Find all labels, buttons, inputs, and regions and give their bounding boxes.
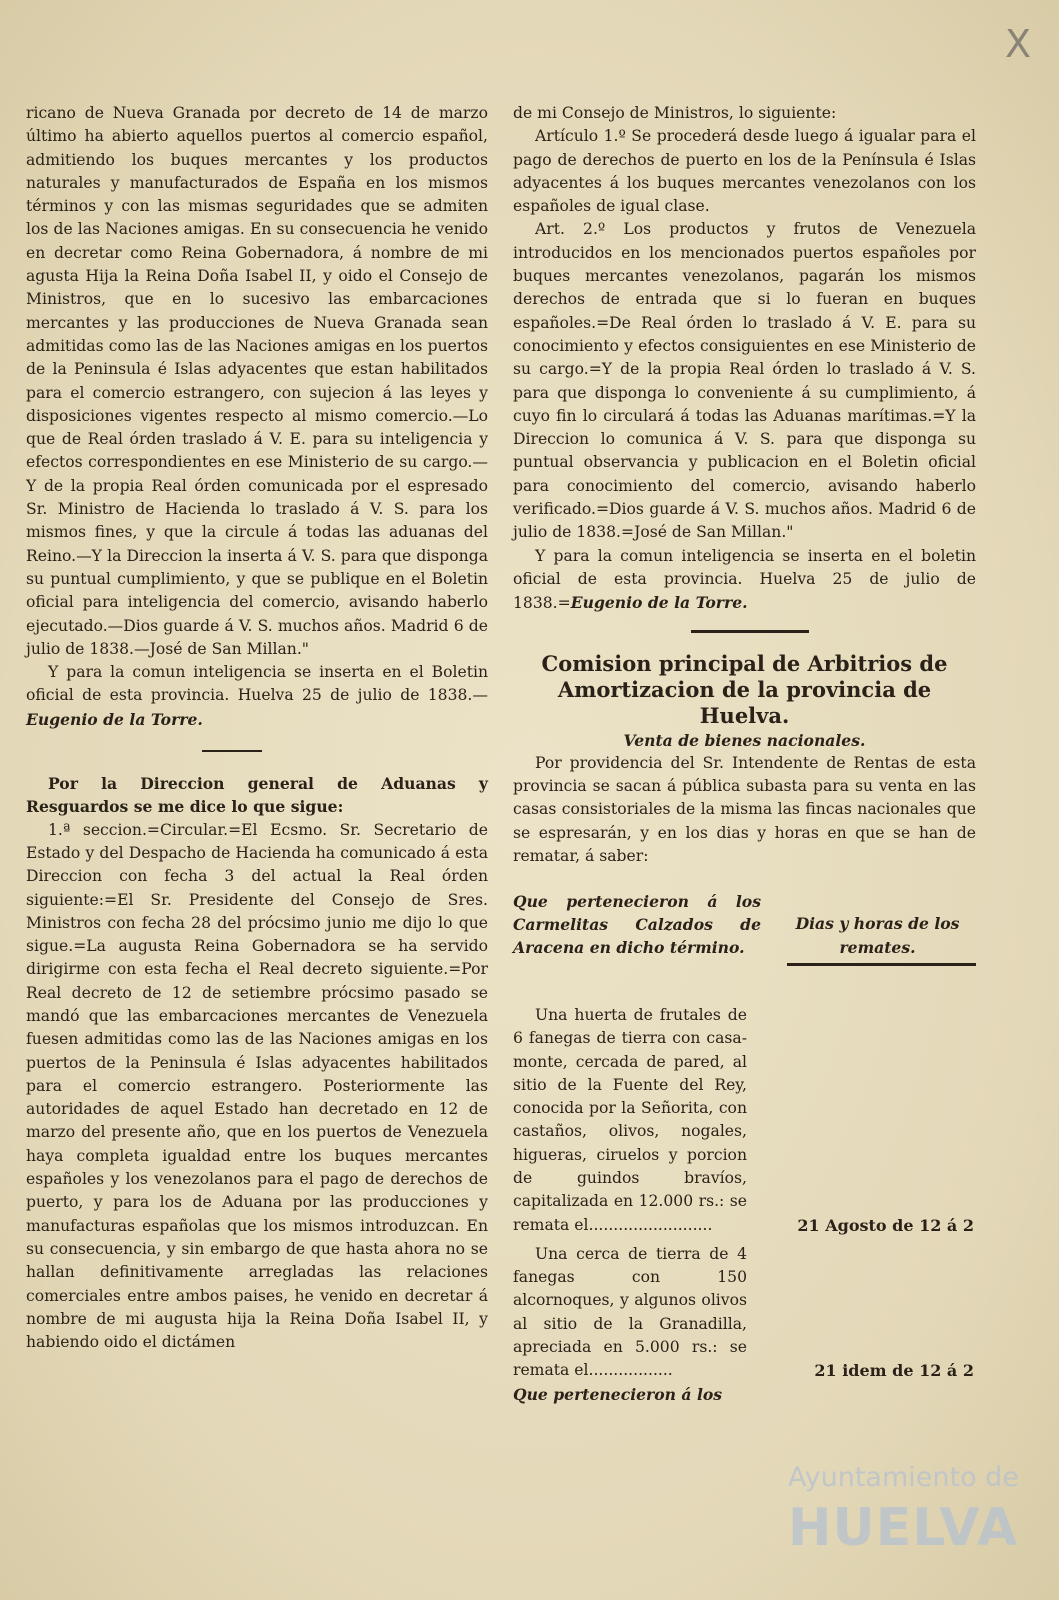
right-paragraph-4-text: Y para la comun inteligencia se inserta en el boletin oficial de esta provincia. Huelva 25 de julio de 1838.= — [513, 546, 976, 613]
table-head-owners: Que pertenecieron á los Carmelitas Calzados de Aracena en dicho término. — [513, 892, 761, 958]
left-paragraph-3: Por la Direccion general de Aduanas y Resguardos se me dice lo que sigue: — [26, 774, 488, 817]
section-divider-thick — [691, 630, 809, 633]
lot-description: Una cerca de tierra de 4 fanegas con 150 alcornoques, y algunos olivos al sitio de la Granadilla, apreciada en 5.000 rs.: se remata el................. — [513, 1244, 747, 1380]
left-paragraph-4: 1.ª seccion.=Circular.=El Ecsmo. Sr. Secretario de Estado y del Despacho de Hacienda ha comunicado á esta Direccion con fecha 3 del actual la Real órden siguiente:=El Sr. Presidente del Consejo de Sres. Ministros con fecha 28 del prócsimo junio me dijo lo que sigue.=La augusta Reina Gobernadora se ha servido dirigirme con esta fecha el Real decreto siguiente.=Por Real decreto de 12 de setiembre prócsimo pasado se mandó que las embarcaciones mercantes de Venezuela fuesen admitidas como las de las Naciones amigas en los puertos de la Peninsula é Islas adyacentes habilitados para el comercio estrangero. Posteriormente las autoridades de aquel Estado han decretado en 12 de marzo del presente año, que en los puertos de Venezuela haya completa igualdad entre los buques mercantes españoles y los venezolanos para el pago de derechos de puerto, y para los de Aduana por las producciones y manufacturas españolas que los mismos introduzcan. En su consecuencia, y sin embargo de que hasta ahora no se hallan definitivamente arregladas las relaciones comerciales entre ambos paises, he venido en decretar á nombre de mi augusta hija la Reina Doña Isabel II, y habiendo oido el dictámen — [26, 820, 488, 1352]
left-paragraph-2 — [26, 661, 488, 732]
section-heading: Comision principal de Arbitrios de Amortizacion de la provincia de Huelva. — [541, 650, 948, 728]
left-paragraph-2-text: Y para la comun inteligencia se inserta en el Boletin oficial de esta provincia. Huelva 25 de julio de 1838.— — [26, 663, 488, 705]
right-column — [513, 102, 976, 1406]
right-paragraph-4 — [513, 545, 976, 616]
left-column — [26, 102, 488, 1354]
sale-table-header — [513, 890, 976, 966]
table-head-rule — [787, 963, 976, 966]
sale-intro: Por providencia del Sr. Intendente de Rentas de esta provincia se sacan á pública subasta para su venta en las casas consistoriales de la misma las fincas nacionales que se espresarán, y en los dias y horas en que se han de rematar, á saber: — [513, 753, 976, 866]
lot-row — [513, 1243, 976, 1383]
lot-description: Una huerta de frutales de 6 fanegas de tierra con casa-monte, cercada de pared, al sitio de la Fuente del Rey, conocida por la Señorita, con castaños, olivos, nogales, higueras, ciruelos y porcion de guindos bravíos, capitalizada en 12.000 rs.: se remata el......................... — [513, 1005, 747, 1234]
right-article-2: Art. 2.º Los productos y frutos de Venezuela introducidos en los mencionados puertos españoles por buques mercantes venezolanos, pagarán los mismos derechos de entrada que si lo fueran en buques españoles.=De Real órden lo traslado á V. E. para su conocimiento y efectos consiguientes en ese Ministerio de su cargo.=Y de la propia Real órden lo traslado á V. S. para que disponga lo conveniente á su cumplimiento, á cuyo fin lo circulará á todas las Aduanas marítimas.=Y la Direccion lo comunica á V. S. para que disponga su puntual observancia y publicacion en el Boletin oficial para conocimiento del comercio, avisando haberlo verificado.=Dios guarde á V. S. muchos años. Madrid 6 de julio de 1838.=José de San Millan." — [513, 220, 976, 542]
table-head-dates — [761, 890, 976, 966]
continuation-line: Que pertenecieron á los — [513, 1384, 723, 1404]
corner-pencil-mark: X — [1004, 22, 1031, 66]
lot-date: 21 idem de 12 á 2 — [814, 1361, 974, 1381]
right-signature: Eugenio de la Torre. — [570, 593, 748, 613]
ayuntamiento-huelva-watermark — [788, 1462, 1038, 1572]
left-paragraph-1: ricano de Nueva Granada por decreto de 14 de marzo último ha abierto aquellos puertos al comercio español, admitiendo los buques mercantes y los productos naturales y manufacturados de España en los mismos términos y con las mismas seguridades que se admiten los de las Naciones amigas. En su consecuencia he venido en decretar como Reina Gobernadora, á nombre de mi agusta Hija la Reina Doña Isabel II, y oido el Consejo de Ministros, que en lo sucesivo las embarcaciones mercantes y las producciones de Nueva Granada sean admitidas como las de las Naciones amigas en los puertos de la Peninsula é Islas adyacentes que estan habilitados para el comercio estrangero, con sujecion á las leyes y disposiciones vigentes respecto al mismo comercio.—Lo que de Real órden traslado á V. E. para su inteligencia y efectos correspondientes en ese Ministerio de su cargo.—Y de la propia Real órden comunicada por el espresado Sr. Ministro de Hacienda lo traslado á V. S. para los mismos fines, y que la circule á todas las aduanas del Reino.—Y la Direccion la inserta á V. S. para que disponga su puntual cumplimiento, y que se publique en el Boletin oficial para inteligencia del comercio, avisando haberlo ejecutado.—Dios guarde á V. S. muchos años. Madrid 6 de julio de 1838.—José de San Millan." — [26, 104, 488, 658]
section-subheading: Venta de bienes nacionales. — [623, 730, 866, 750]
table-head-dates-label: Dias y horas de los remates. — [795, 914, 960, 957]
watermark-line-1: Ayuntamiento de — [788, 1462, 1019, 1493]
lot-date: 21 Agosto de 12 á 2 — [797, 1215, 974, 1235]
right-article-1: Artículo 1.º Se procederá desde luego á igualar para el pago de derechos de puerto en los de la Península é Islas adyacentes á los buques mercantes venezolanos con los españoles de igual clase. — [513, 127, 976, 216]
lot-row — [513, 1004, 976, 1237]
right-paragraph-1: de mi Consejo de Ministros, lo siguiente: — [513, 104, 837, 122]
left-signature: Eugenio de la Torre. — [26, 709, 203, 729]
watermark-line-2: HUELVA — [788, 1498, 1019, 1558]
section-divider — [202, 750, 262, 752]
